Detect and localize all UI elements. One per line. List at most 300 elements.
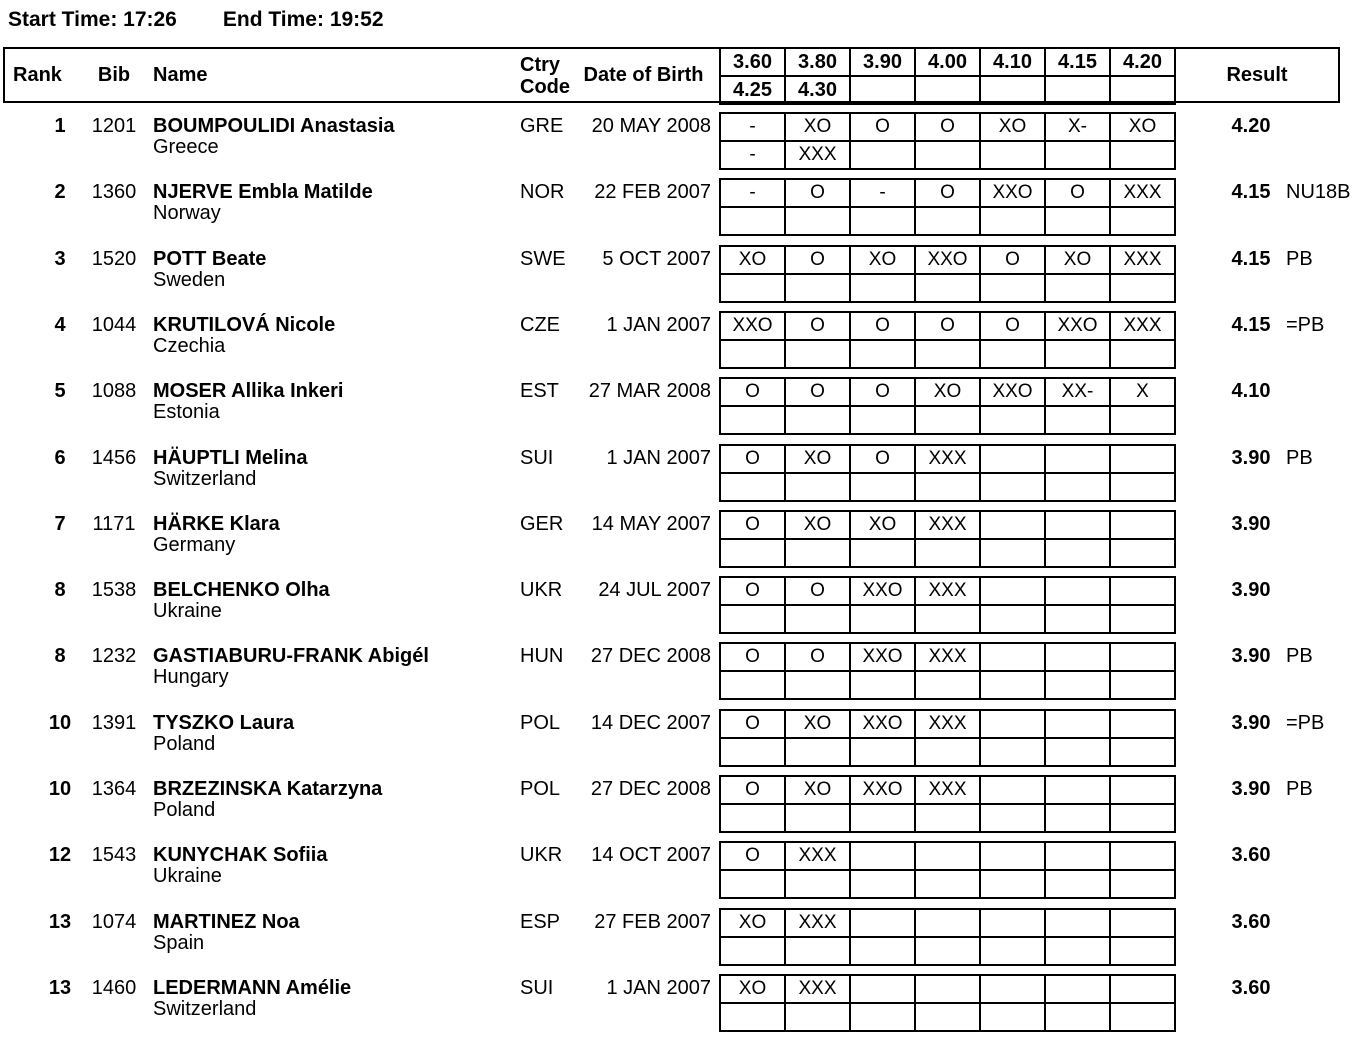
athlete-country: Switzerland [153,998,257,1020]
attempt-cell [915,909,980,937]
country-code-value: EST [520,380,559,402]
date-of-birth-value: 27 DEC 2008 [590,778,711,800]
attempt-cell: O [785,577,850,605]
attempt-cell: XXO [980,378,1045,406]
attempts-row-2 [720,141,1175,169]
attempt-cell [980,738,1045,766]
attempt-cell: XO [980,113,1045,141]
attempt-cell [1110,406,1175,434]
end-time: End Time: 19:52 [222,8,384,31]
attempt-cell: XXX [915,445,980,473]
attempt-cell [850,975,915,1003]
attempt-cell: - [850,179,915,207]
attempts-row-2 [720,738,1175,766]
attempt-cell: O [720,842,785,870]
attempt-cell: O [850,445,915,473]
height-label: 4.10 [980,48,1045,76]
attempt-cell: O [720,445,785,473]
country-code-value: UKR [520,579,563,601]
result-note: NU18B [1286,181,1351,203]
attempt-cell: XO [720,909,785,937]
bib-value: 1074 [91,911,137,933]
attempt-cell [850,605,915,633]
attempt-cell [915,671,980,699]
attempt-cell: XXO [850,643,915,671]
attempt-cell [785,1003,850,1031]
attempt-cell [850,804,915,832]
attempts-grid [719,510,1176,568]
attempt-cell: XXO [980,179,1045,207]
attempt-cell [785,804,850,832]
attempts-row-1 [720,445,1175,473]
attempt-cell [720,406,785,434]
country-code-value: SUI [520,447,554,469]
attempts-row-1 [720,378,1175,406]
athlete-identity [153,249,266,291]
bib-value: 1171 [92,513,136,535]
rank-value: 3 [54,248,66,270]
attempt-cell [720,340,785,368]
athlete-row [0,775,1358,841]
attempt-cell: XO [785,445,850,473]
attempt-cell [785,207,850,235]
column-header-rank: Rank [13,64,62,86]
athlete-name: LEDERMANN Amélie [153,977,352,999]
attempt-cell [980,937,1045,965]
attempts-row-2 [720,406,1175,434]
attempt-cell: O [980,246,1045,274]
result-note: PB [1286,778,1313,800]
date-of-birth-value: 1 JAN 2007 [606,977,711,999]
athlete-row [0,709,1358,775]
bib-value: 1360 [91,181,137,203]
attempts-grid [719,908,1176,966]
result-value: 4.15 [1231,314,1271,336]
attempt-cell: XXX [1110,312,1175,340]
attempt-cell [915,406,980,434]
attempts-row-1 [720,511,1175,539]
attempt-cell [980,909,1045,937]
attempts-row-1 [720,577,1175,605]
attempt-cell [1110,909,1175,937]
athlete-country: Ukraine [153,865,222,887]
rank-value: 10 [48,712,72,734]
attempt-cell [1045,605,1110,633]
attempt-cell [915,738,980,766]
attempt-cell [785,406,850,434]
attempts-grid [719,112,1176,170]
attempt-cell [850,473,915,501]
athlete-name: KUNYCHAK Sofiia [153,844,328,866]
date-of-birth-value: 1 JAN 2007 [606,314,711,336]
rank-value: 2 [54,181,66,203]
country-code-value: SWE [520,248,566,270]
attempt-cell: O [915,113,980,141]
height-label [915,76,980,104]
attempt-cell [785,738,850,766]
attempt-cell [1110,511,1175,539]
attempt-cell [785,340,850,368]
attempt-cell: O [720,710,785,738]
athlete-name: BELCHENKO Olha [153,579,330,601]
attempt-cell: O [915,312,980,340]
rank-value: 1 [54,115,66,137]
attempts-row-2 [720,671,1175,699]
attempts-row-2 [720,870,1175,898]
attempt-cell [1045,539,1110,567]
attempt-cell [1045,577,1110,605]
height-label [850,76,915,104]
attempts-row-2 [720,340,1175,368]
attempt-cell [980,776,1045,804]
height-label: 3.60 [720,48,785,76]
athlete-identity [153,845,327,887]
attempt-cell: O [720,577,785,605]
attempt-cell [980,274,1045,302]
attempt-cell [785,274,850,302]
attempt-cell: O [720,378,785,406]
country-code-value: CZE [520,314,560,336]
attempt-cell [720,605,785,633]
attempts-grid [719,974,1176,1032]
attempt-cell [1045,738,1110,766]
attempt-cell: XO [785,776,850,804]
attempts-row-1 [720,909,1175,937]
attempt-cell [915,605,980,633]
attempts-row-2 [720,473,1175,501]
attempt-cell [915,274,980,302]
attempt-cell [915,937,980,965]
attempts-row-1 [720,113,1175,141]
attempt-cell: O [785,246,850,274]
rank-value: 13 [48,977,72,999]
athlete-country: Czechia [153,335,226,357]
attempt-cell [720,671,785,699]
attempt-cell: XXX [915,776,980,804]
attempts-grid [719,311,1176,369]
result-value: 3.60 [1231,977,1271,999]
attempts-row-2 [720,539,1175,567]
attempt-cell [850,207,915,235]
athlete-name: NJERVE Embla Matilde [153,181,373,203]
attempt-cell: O [850,312,915,340]
athlete-country: Sweden [153,269,226,291]
result-note: PB [1286,645,1313,667]
result-value: 3.90 [1231,712,1271,734]
height-label: 4.15 [1045,48,1110,76]
athlete-row [0,112,1358,178]
attempt-cell [1045,870,1110,898]
attempt-cell [1110,937,1175,965]
athlete-row [0,908,1358,974]
date-of-birth-value: 5 OCT 2007 [602,248,711,270]
date-of-birth-value: 27 MAR 2008 [588,380,711,402]
athlete-identity [153,978,351,1020]
attempt-cell [1110,738,1175,766]
country-code-value: NOR [520,181,565,203]
column-header-dob: Date of Birth [583,64,704,86]
attempt-cell: XO [915,378,980,406]
attempts-row-1 [720,179,1175,207]
athlete-identity [153,779,382,821]
attempt-cell [1110,671,1175,699]
attempts-row-1 [720,842,1175,870]
result-value: 3.90 [1231,447,1271,469]
attempt-cell: O [785,312,850,340]
country-code-value: POL [520,712,561,734]
rank-value: 10 [48,778,72,800]
athlete-country: Greece [153,136,219,158]
attempt-cell [1045,473,1110,501]
country-code-value: GRE [520,115,564,137]
rank-value: 7 [54,513,66,535]
attempt-cell [720,804,785,832]
bib-value: 1391 [91,712,137,734]
attempt-cell [850,870,915,898]
attempt-cell [980,643,1045,671]
attempt-cell: XXX [1110,246,1175,274]
attempt-cell: XXX [915,577,980,605]
date-of-birth-value: 14 MAY 2007 [591,513,711,535]
attempt-cell: X [1110,378,1175,406]
athlete-name: KRUTILOVÁ Nicole [153,314,336,336]
rank-value: 8 [54,645,66,667]
bib-value: 1456 [91,447,137,469]
athlete-country: Ukraine [153,600,222,622]
heights-row-1 [720,48,1175,76]
attempts-grid [719,377,1176,435]
attempt-cell: XXX [915,511,980,539]
attempt-cell: O [785,643,850,671]
bib-value: 1364 [91,778,137,800]
attempt-cell [980,577,1045,605]
attempt-cell [980,710,1045,738]
column-header-ctry-line2: Code [520,76,570,98]
athlete-identity [153,448,307,490]
rank-value: 12 [48,844,72,866]
attempt-cell: XO [850,246,915,274]
attempt-cell [1045,141,1110,169]
athlete-name: BRZEZINSKA Katarzyna [153,778,383,800]
attempt-cell [1045,406,1110,434]
attempt-cell [720,207,785,235]
heights-header-grid [719,47,1176,105]
result-note: =PB [1286,712,1325,734]
attempt-cell [720,1003,785,1031]
attempt-cell [850,738,915,766]
result-value: 3.90 [1231,579,1271,601]
athlete-identity [153,116,395,158]
attempts-row-1 [720,643,1175,671]
bib-value: 1232 [91,645,137,667]
attempt-cell [980,473,1045,501]
attempts-row-2 [720,605,1175,633]
attempt-cell [980,207,1045,235]
attempt-cell: XXO [720,312,785,340]
athlete-name: MOSER Allika Inkeri [153,380,344,402]
result-value: 3.90 [1231,778,1271,800]
result-value: 4.15 [1231,181,1271,203]
attempt-cell: XXX [785,842,850,870]
athlete-identity [153,514,280,556]
country-code-value: POL [520,778,561,800]
bib-value: 1201 [91,115,137,137]
height-label: 4.20 [1110,48,1175,76]
attempts-grid [719,178,1176,236]
column-header-country-code [520,54,570,98]
attempts-grid [719,245,1176,303]
rank-value: 13 [48,911,72,933]
attempt-cell [850,842,915,870]
attempt-cell [980,975,1045,1003]
attempt-cell: XXO [915,246,980,274]
attempt-cell: XXO [850,577,915,605]
athlete-country: Germany [153,534,236,556]
attempt-cell: X- [1045,113,1110,141]
attempt-cell: XXX [785,975,850,1003]
athlete-row [0,576,1358,642]
height-label [1045,76,1110,104]
result-value: 3.90 [1231,513,1271,535]
attempts-grid [719,709,1176,767]
result-value: 4.15 [1231,248,1271,270]
athlete-country: Estonia [153,401,220,423]
attempt-cell [1045,937,1110,965]
attempt-cell [980,870,1045,898]
attempt-cell [1045,511,1110,539]
athlete-country: Norway [153,202,221,224]
rank-value: 4 [54,314,66,336]
attempt-cell [1110,605,1175,633]
attempt-cell: - [720,141,785,169]
attempt-cell [850,274,915,302]
attempt-cell [785,937,850,965]
attempt-cell [1110,710,1175,738]
attempt-cell [850,909,915,937]
country-code-value: GER [520,513,564,535]
attempt-cell [720,937,785,965]
attempt-cell [720,738,785,766]
attempt-cell: XO [785,710,850,738]
attempt-cell [1045,274,1110,302]
attempt-cell [915,207,980,235]
attempt-cell [980,804,1045,832]
date-of-birth-value: 1 JAN 2007 [606,447,711,469]
attempt-cell: XO [720,975,785,1003]
attempt-cell [980,511,1045,539]
attempt-cell [980,842,1045,870]
attempts-row-2 [720,804,1175,832]
attempt-cell [915,473,980,501]
athlete-row [0,974,1358,1040]
attempts-row-1 [720,710,1175,738]
attempts-row-1 [720,975,1175,1003]
attempt-cell [850,937,915,965]
athlete-row [0,841,1358,907]
attempt-cell [720,473,785,501]
attempts-row-1 [720,776,1175,804]
athlete-name: HÄUPTLI Melina [153,447,308,469]
date-of-birth-value: 14 DEC 2007 [590,712,711,734]
attempt-cell [1045,975,1110,1003]
attempt-cell [915,975,980,1003]
athlete-row [0,510,1358,576]
result-note: =PB [1286,314,1325,336]
attempt-cell [785,671,850,699]
attempt-cell: XXO [1045,312,1110,340]
athlete-name: BOUMPOULIDI Anastasia [153,115,395,137]
date-of-birth-value: 14 OCT 2007 [591,844,711,866]
attempt-cell [1045,445,1110,473]
attempt-cell: XXO [850,710,915,738]
attempt-cell [1110,577,1175,605]
country-code-value: HUN [520,645,564,667]
attempt-cell [980,406,1045,434]
athlete-row [0,245,1358,311]
attempt-cell [1110,340,1175,368]
attempts-grid [719,444,1176,502]
attempt-cell: XO [1045,246,1110,274]
attempt-cell [1045,340,1110,368]
bib-value: 1520 [91,248,137,270]
attempt-cell: O [850,113,915,141]
rank-value: 5 [54,380,66,402]
column-header-ctry-line1: Ctry [520,54,561,76]
athlete-identity [153,912,300,954]
result-value: 4.20 [1231,115,1271,137]
attempt-cell [785,870,850,898]
attempt-cell [915,842,980,870]
athlete-row [0,444,1358,510]
athlete-name: GASTIABURU-FRANK Abigél [153,645,429,667]
height-label: 3.80 [785,48,850,76]
athlete-country: Poland [153,799,216,821]
result-value: 3.60 [1231,844,1271,866]
attempts-grid [719,642,1176,700]
attempt-cell [915,539,980,567]
attempt-cell [850,141,915,169]
attempt-cell: XO [785,511,850,539]
attempts-row-2 [720,207,1175,235]
height-label: 4.25 [720,76,785,104]
attempt-cell [850,406,915,434]
athlete-name: MARTINEZ Noa [153,911,300,933]
country-code-value: UKR [520,844,563,866]
attempt-cell: O [915,179,980,207]
athlete-name: TYSZKO Laura [153,712,295,734]
attempt-cell [1110,842,1175,870]
attempt-cell [1110,207,1175,235]
bib-value: 1044 [91,314,137,336]
attempts-row-1 [720,312,1175,340]
athlete-name: HÄRKE Klara [153,513,280,535]
attempt-cell [1045,671,1110,699]
attempt-cell: O [720,511,785,539]
attempt-cell [1110,870,1175,898]
attempt-cell: XXX [785,909,850,937]
attempt-cell: O [785,378,850,406]
column-header-bib: Bib [97,64,131,86]
attempt-cell [1110,804,1175,832]
athlete-row [0,377,1358,443]
attempt-cell [1110,1003,1175,1031]
attempt-cell [1110,274,1175,302]
attempt-cell [1110,975,1175,1003]
attempt-cell [980,141,1045,169]
attempts-row-1 [720,246,1175,274]
athlete-identity [153,580,330,622]
bib-value: 1538 [91,579,137,601]
